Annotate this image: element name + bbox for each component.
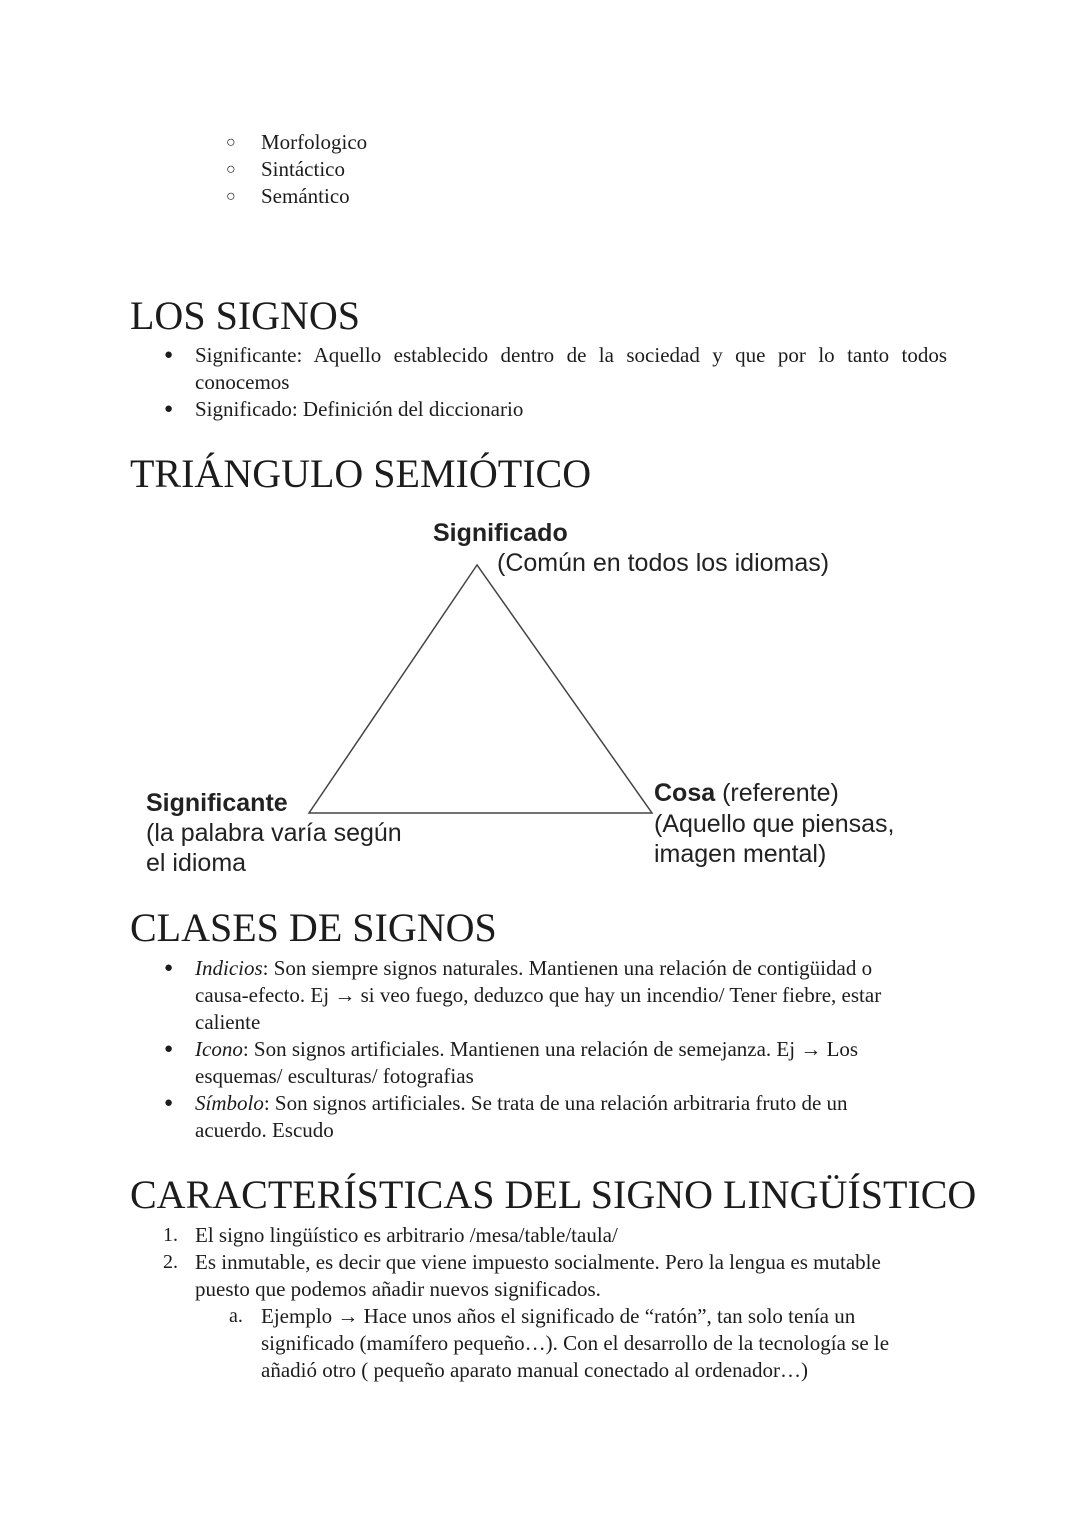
list-item-line: causa-efecto. Ej → si veo fuego, deduzco que hay un incendio/ Tener fiebre, estar [195, 983, 882, 1007]
bullet-icon: ● [164, 401, 174, 417]
list-item-line: caliente [195, 1010, 261, 1034]
triangle-top-label: Significado [433, 519, 568, 547]
section-heading: CARACTERÍSTICAS DEL SIGNO LINGÜÍSTICO [130, 1172, 977, 1217]
list-number: 1. [163, 1224, 178, 1246]
triangle-left-label: Significante [146, 789, 288, 817]
definition: : Son signos artificiales. Se trata de una relación arbitraria fruto de un [263, 1091, 848, 1115]
section-heading: LOS SIGNOS [130, 293, 361, 338]
triangle-right-label-note: (referente) [722, 779, 839, 807]
triangle-top-note: (Común en todos los idiomas) [497, 549, 830, 577]
triangle-right-label-line [654, 778, 839, 808]
triangle-left-note: el idioma [146, 849, 247, 877]
bullet-icon: ● [164, 1041, 174, 1057]
bullet-icon: ● [164, 960, 174, 976]
hollow-bullet-icon: ○ [226, 134, 236, 151]
triangle-right-note: imagen mental) [654, 840, 827, 868]
list-number: 2. [163, 1251, 178, 1273]
list-item-line: Significante: Aquello establecido dentro de la sociedad y que por lo tanto todos [195, 343, 947, 367]
bullet-icon: ● [164, 347, 174, 363]
section-heading: TRIÁNGULO SEMIÓTICO [130, 451, 592, 496]
term: Icono [195, 1037, 243, 1061]
triangle-left-note: (la palabra varía según [146, 819, 402, 847]
list-item-line [195, 955, 872, 982]
list-item-line: esquemas/ esculturas/ fotografias [195, 1064, 474, 1088]
list-item-line: Es inmutable, es decir que viene impuesto socialmente. Pero la lengua es mutable [195, 1250, 881, 1274]
list-item-line: Significado: Definición del diccionario [195, 397, 524, 421]
term: Indicios [195, 956, 263, 980]
list-item-line [195, 1036, 858, 1063]
list-item: Morfologico [261, 130, 368, 154]
list-item: Semántico [261, 184, 350, 208]
bullet-icon: ● [164, 1095, 174, 1111]
triangle-shape [309, 565, 652, 813]
list-item-line: El signo lingüístico es arbitrario /mesa/table/taula/ [195, 1223, 618, 1247]
list-item-line: puesto que podemos añadir nuevos significados. [195, 1277, 601, 1301]
list-item-line: significado (mamífero pequeño…). Con el desarrollo de la tecnología se le [261, 1331, 890, 1355]
list-item-line: añadió otro ( pequeño aparato manual conectado al ordenador…) [261, 1358, 808, 1382]
term: Símbolo [195, 1091, 264, 1115]
list-item-line: acuerdo. Escudo [195, 1118, 334, 1142]
triangle-right-label: Cosa [654, 779, 716, 807]
list-item: Sintáctico [261, 157, 345, 181]
list-letter: a. [229, 1305, 243, 1327]
hollow-bullet-icon: ○ [226, 188, 236, 205]
list-item-line [195, 1090, 848, 1117]
definition: : Son signos artificiales. Mantienen una relación de semejanza. Ej → Los [242, 1037, 859, 1061]
list-item-line: Ejemplo → Hace unos años el significado de “ratón”, tan solo tenía un [261, 1304, 856, 1328]
triangle-right-note: (Aquello que piensas, [654, 810, 895, 838]
hollow-bullet-icon: ○ [226, 161, 236, 178]
section-heading: CLASES DE SIGNOS [130, 905, 497, 950]
definition: : Son siempre signos naturales. Mantienen una relación de contigüidad o [262, 956, 873, 980]
list-item-line: conocemos [195, 370, 290, 394]
